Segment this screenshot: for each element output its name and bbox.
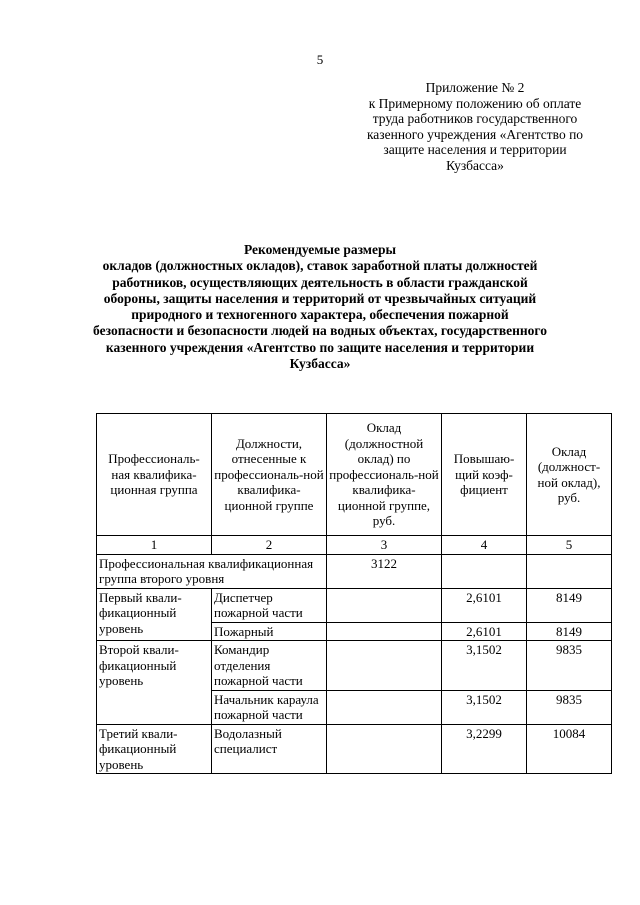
coefficient: 2,6101 <box>442 588 527 622</box>
position-title: Начальник караула пожарной части <box>212 690 327 724</box>
header-qualification-group: Профессиональ-ная квалифика-ционная группа <box>97 414 212 536</box>
empty-cell <box>327 641 442 691</box>
title-line: Кузбасса» <box>289 356 351 372</box>
position-salary: 8149 <box>527 622 612 641</box>
appendix-line: к Примерному положению об оплате <box>368 95 582 111</box>
column-number: 3 <box>327 536 442 555</box>
empty-cell <box>442 554 527 588</box>
title-line: Рекомендуемые размеры <box>243 242 397 257</box>
appendix-line: Приложение № 2 <box>425 80 525 95</box>
level-name: Второй квали-фикационный уровень <box>97 641 212 725</box>
column-number: 1 <box>97 536 212 555</box>
table-header-row <box>97 414 612 536</box>
appendix-line: казенного учреждения «Агентство по <box>366 126 584 142</box>
position-salary: 10084 <box>527 724 612 774</box>
empty-cell <box>527 554 612 588</box>
appendix-line: защите населения и территории <box>383 142 567 157</box>
page-number: 5 <box>316 52 324 67</box>
coefficient: 3,2299 <box>442 724 527 774</box>
position-salary: 9835 <box>527 641 612 691</box>
position-title: Пожарный <box>212 622 327 641</box>
title-line: окладов (должностных окладов), ставок заработной платы должностей <box>102 258 538 274</box>
title-line: работников, осуществляющих деятельность в области гражданской <box>112 274 528 290</box>
header-group-salary: Оклад (должностной оклад) по профессиональ-ной квалифика-ционной группе, руб. <box>327 414 442 536</box>
group-name: Профессиональная квалификационная группа второго уровня <box>97 554 327 588</box>
empty-cell <box>327 622 442 641</box>
title-line: казенного учреждения «Агентство по защите населения и территории <box>105 339 535 355</box>
header-coefficient: Повышаю-щий коэф-фициент <box>442 414 527 536</box>
appendix-line: труда работников государственного <box>372 111 578 126</box>
column-number: 5 <box>527 536 612 555</box>
title-line: безопасности и безопасности людей на водных объектах, государственного <box>93 323 547 339</box>
position-title: Диспетчер пожарной части <box>212 588 327 622</box>
column-number: 4 <box>442 536 527 555</box>
level-name: Третий квали-фикационный уровень <box>97 724 212 774</box>
table-row <box>97 641 612 691</box>
empty-cell <box>327 588 442 622</box>
group-row <box>97 554 612 588</box>
position-salary: 9835 <box>527 690 612 724</box>
salary-table <box>96 413 612 774</box>
header-position-salary: Оклад (должност-ной оклад), руб. <box>527 414 612 536</box>
coefficient: 3,1502 <box>442 641 527 691</box>
appendix-line: Кузбасса» <box>446 157 504 173</box>
empty-cell <box>327 724 442 774</box>
group-salary: 3122 <box>327 554 442 588</box>
title-line: обороны, защиты населения и территорий от чрезвычайных ситуаций <box>103 290 537 306</box>
table-row <box>97 724 612 774</box>
coefficient: 2,6101 <box>442 622 527 641</box>
level-name: Первый квали-фикационный уровень <box>97 588 212 641</box>
column-numbers-row <box>97 536 612 555</box>
position-title: Водолазный специалист <box>212 724 327 774</box>
column-number: 2 <box>212 536 327 555</box>
document-title <box>0 242 640 372</box>
title-line: природного и техногенного характера, обеспечения пожарной <box>131 307 509 323</box>
table-row <box>97 588 612 622</box>
appendix-heading <box>345 80 605 173</box>
position-salary: 8149 <box>527 588 612 622</box>
coefficient: 3,1502 <box>442 690 527 724</box>
empty-cell <box>327 690 442 724</box>
header-positions: Должности, отнесенные к профессиональ-ной квалифика-ционной группе <box>212 414 327 536</box>
position-title: Командир отделения пожарной части <box>212 641 327 691</box>
